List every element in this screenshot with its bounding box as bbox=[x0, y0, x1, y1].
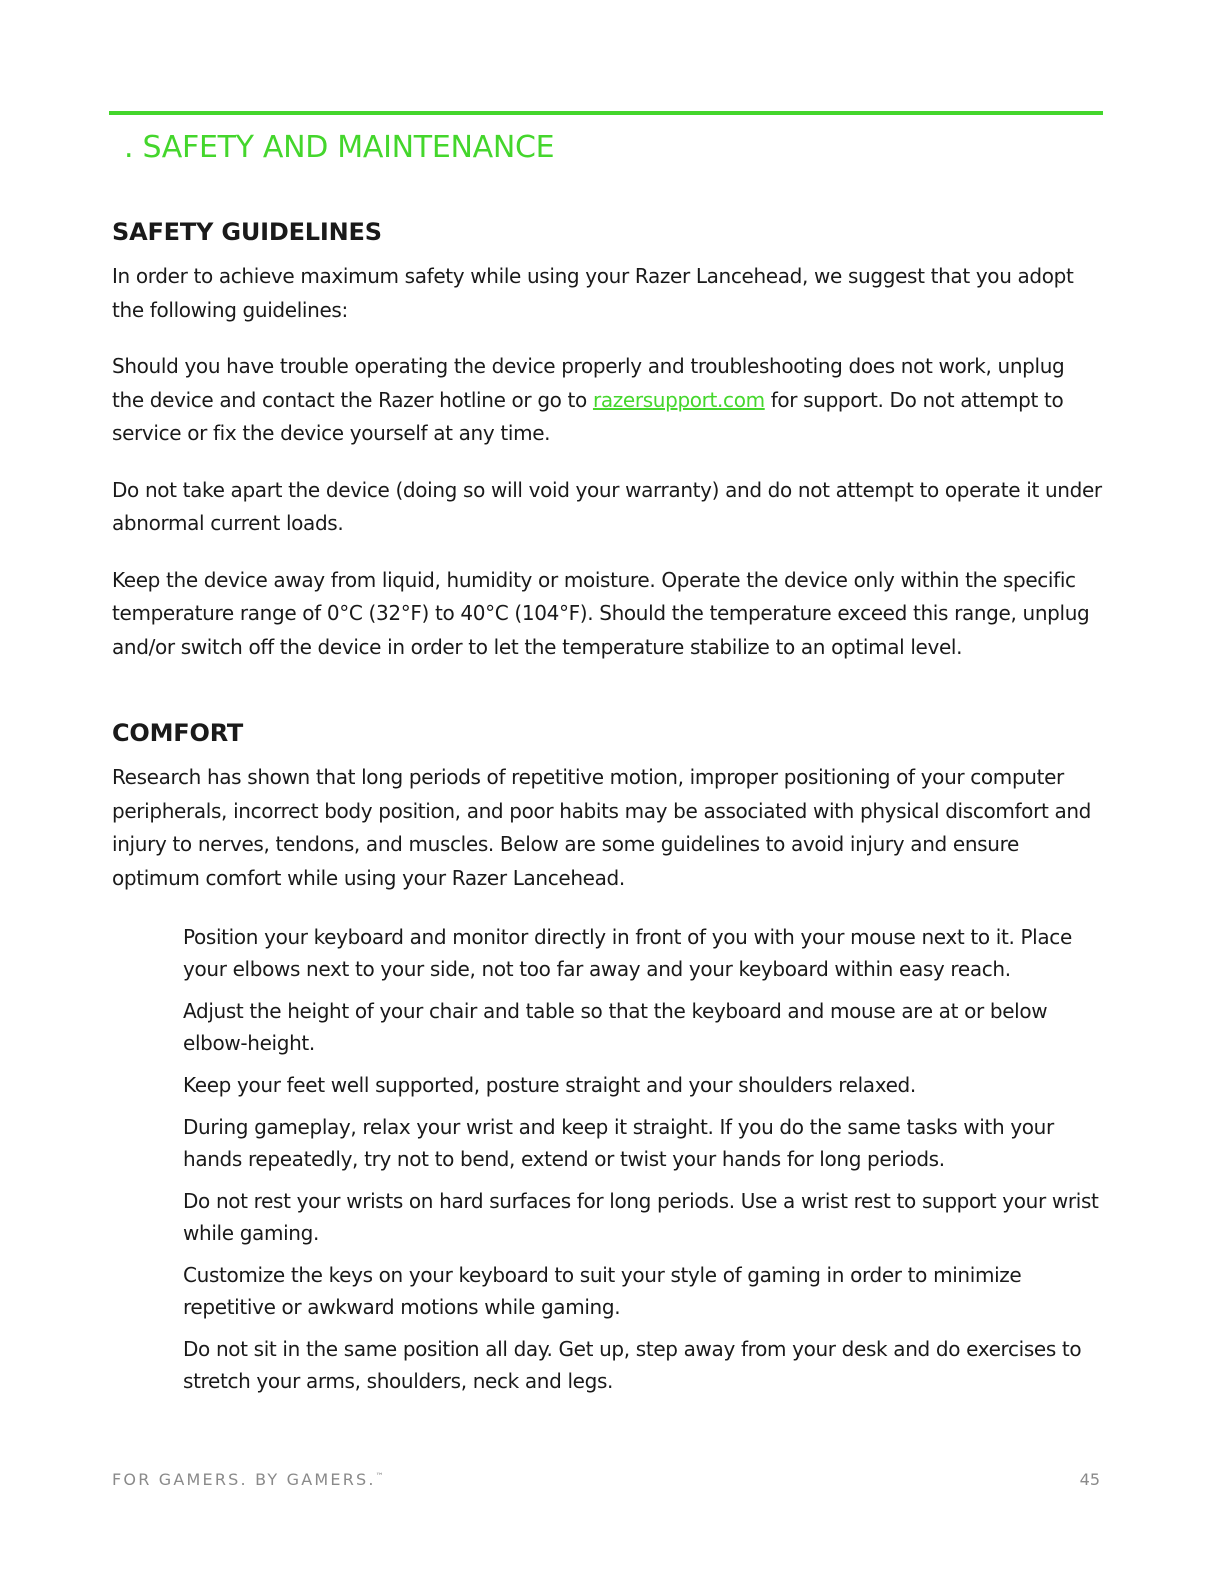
trademark-symbol: ™ bbox=[375, 1471, 384, 1481]
comfort-heading: COMFORT bbox=[112, 719, 244, 747]
safety-paragraph-support bbox=[112, 350, 1102, 451]
list-item: Do not sit in the same position all day. Get up, step away from your desk and do exercises to stretch your arms, shoulders, neck and legs. bbox=[183, 1337, 1082, 1393]
safety-paragraph-disassembly: Do not take apart the device (doing so will void your warranty) and do not attempt to operate it under abnormal current loads. bbox=[112, 477, 1102, 535]
footer-tagline-text: FOR GAMERS. BY GAMERS. bbox=[112, 1470, 376, 1489]
list-item: During gameplay, relax your wrist and keep it straight. If you do the same tasks with your hands repeatedly, try not to bend, extend or twist your hands for long periods. bbox=[183, 1115, 1054, 1171]
list-item: Do not rest your wrists on hard surfaces for long periods. Use a wrist rest to support your wrist while gaming. bbox=[183, 1189, 1099, 1245]
safety-intro: In order to achieve maximum safety while using your Razer Lancehead, we suggest that you adopt the following guidelines: bbox=[112, 264, 1074, 322]
footer-tagline bbox=[112, 1470, 384, 1489]
list-item: Customize the keys on your keyboard to suit your style of gaming in order to minimize repetitive or awkward motions while gaming. bbox=[183, 1263, 1022, 1319]
comfort-guidelines-list bbox=[183, 921, 1108, 1397]
support-text-after: for support. Do not attempt to service or fix the device yourself at any time. bbox=[112, 387, 1064, 445]
list-item: Adjust the height of your chair and table so that the keyboard and mouse are at or below elbow-height. bbox=[183, 999, 1048, 1055]
list-item: Position your keyboard and monitor directly in front of you with your mouse next to it. Place your elbows next to your side, not too far away and your keyboard within easy reach. bbox=[183, 925, 1072, 981]
razersupport-link[interactable]: razersupport.com bbox=[592, 387, 765, 412]
page-content bbox=[112, 218, 1102, 1407]
support-text-before: Should you have trouble operating the device properly and troubleshooting does not work, unplug the device and contact the Razer hotline or go to bbox=[112, 354, 1065, 412]
chapter-title: . SAFETY AND MAINTENANCE bbox=[124, 130, 555, 165]
safety-heading: SAFETY GUIDELINES bbox=[112, 218, 382, 246]
page-number: 45 bbox=[1079, 1470, 1100, 1489]
safety-paragraph-temperature: Keep the device away from liquid, humidity or moisture. Operate the device only within the specific temperature range of 0°C (32°F) to 40°C (104°F). Should the temperature exceed this range, unplug and/or switch off the device in order to let the temperature stabilize to an optimal level. bbox=[112, 567, 1090, 659]
comfort-intro: Research has shown that long periods of repetitive motion, improper positioning of your computer peripherals, incorrect body position, and poor habits may be associated with physical discomfort and injury to nerves, tendons, and muscles. Below are some guidelines to avoid injury and ensure optimum comfort while using your Razer Lancehead. bbox=[112, 765, 1092, 890]
section-spacer bbox=[112, 687, 1102, 719]
list-item: Keep your feet well supported, posture straight and your shoulders relaxed. bbox=[183, 1073, 916, 1097]
header-rule bbox=[109, 111, 1103, 115]
